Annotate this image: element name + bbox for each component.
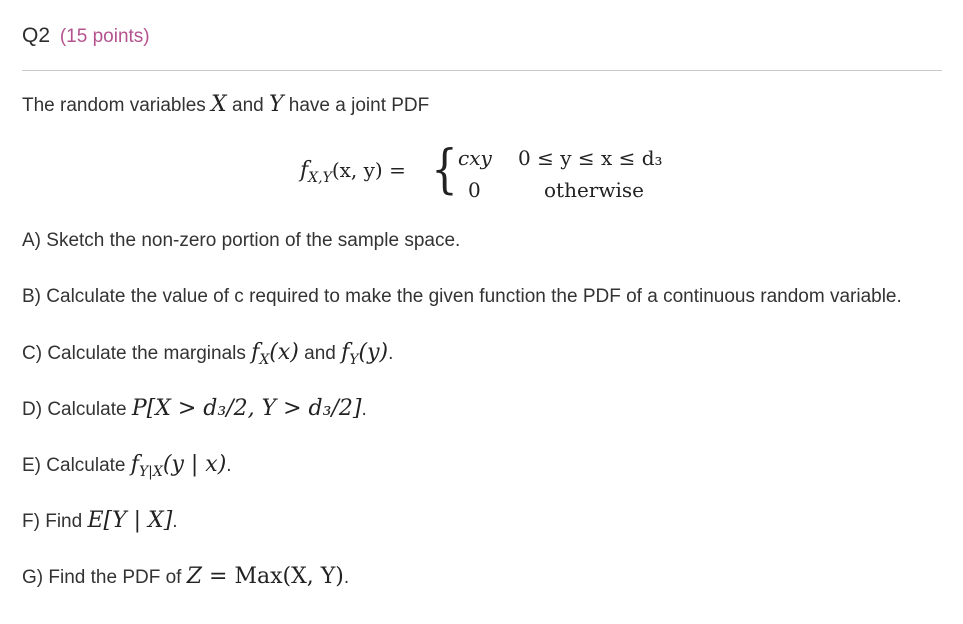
part-a: A) Sketch the non-zero portion of the sample space. xyxy=(22,230,461,251)
part-c-prefix: C) Calculate the marginals xyxy=(22,343,246,364)
part-f-prefix: F) Find xyxy=(22,511,83,532)
pdf-f: f xyxy=(300,158,309,183)
part-f xyxy=(22,508,178,533)
joint-pdf-equation xyxy=(300,138,700,208)
part-c-f1-sub: X xyxy=(259,352,270,368)
part-f-end: . xyxy=(172,511,178,532)
part-c-f2-arg: (y) xyxy=(358,340,389,365)
case2-cond: otherwise xyxy=(544,178,644,202)
part-c-end: . xyxy=(388,343,394,364)
pdf-args: (x, y) = xyxy=(331,158,406,182)
intro-text-before: The random variables xyxy=(22,95,206,116)
part-d xyxy=(22,396,367,421)
part-f-math: E[Y | X] xyxy=(87,508,173,533)
part-d-prefix: D) Calculate xyxy=(22,399,127,420)
part-e xyxy=(22,452,232,480)
part-g-math: = Max(X, Y) xyxy=(202,564,344,589)
part-e-f-sub: Y|X xyxy=(138,464,163,480)
var-y: Y xyxy=(268,92,284,117)
intro-line xyxy=(22,92,429,117)
part-e-end: . xyxy=(226,455,232,476)
question-points: (15 points) xyxy=(59,26,150,47)
part-c-f1-arg: (x) xyxy=(269,340,299,365)
question-header xyxy=(22,24,150,48)
case1-cond: 0 ≤ y ≤ x ≤ d₃ xyxy=(518,146,663,170)
divider xyxy=(22,70,942,71)
part-d-math: P[X > d₃/2, Y > d₃/2] xyxy=(131,396,362,421)
part-e-f-arg: (y | x) xyxy=(162,452,227,477)
question-label: Q2 xyxy=(22,24,51,47)
part-c-and: and xyxy=(304,343,336,364)
case1-expr: cxy xyxy=(458,146,492,170)
case2-expr: 0 xyxy=(468,178,481,202)
pdf-lhs xyxy=(300,158,406,186)
part-g-var: Z xyxy=(186,564,203,589)
part-c xyxy=(22,340,394,368)
part-b: B) Calculate the value of c required to make the given function the PDF of a continuous random variable. xyxy=(22,286,902,307)
part-d-end: . xyxy=(361,399,367,420)
var-x: X xyxy=(211,92,227,117)
part-c-f1: f xyxy=(251,340,260,365)
part-g-prefix: G) Find the PDF of xyxy=(22,567,182,588)
part-e-prefix: E) Calculate xyxy=(22,455,126,476)
part-c-f2: f xyxy=(341,340,350,365)
part-e-f: f xyxy=(130,452,139,477)
part-g-end: . xyxy=(343,567,350,588)
pdf-brace: { xyxy=(431,140,458,200)
part-c-f2-sub: Y xyxy=(349,352,359,368)
pdf-sub: X,Y xyxy=(308,170,332,186)
intro-and: and xyxy=(232,95,264,116)
intro-text-after: have a joint PDF xyxy=(288,95,430,116)
part-g xyxy=(22,564,349,589)
